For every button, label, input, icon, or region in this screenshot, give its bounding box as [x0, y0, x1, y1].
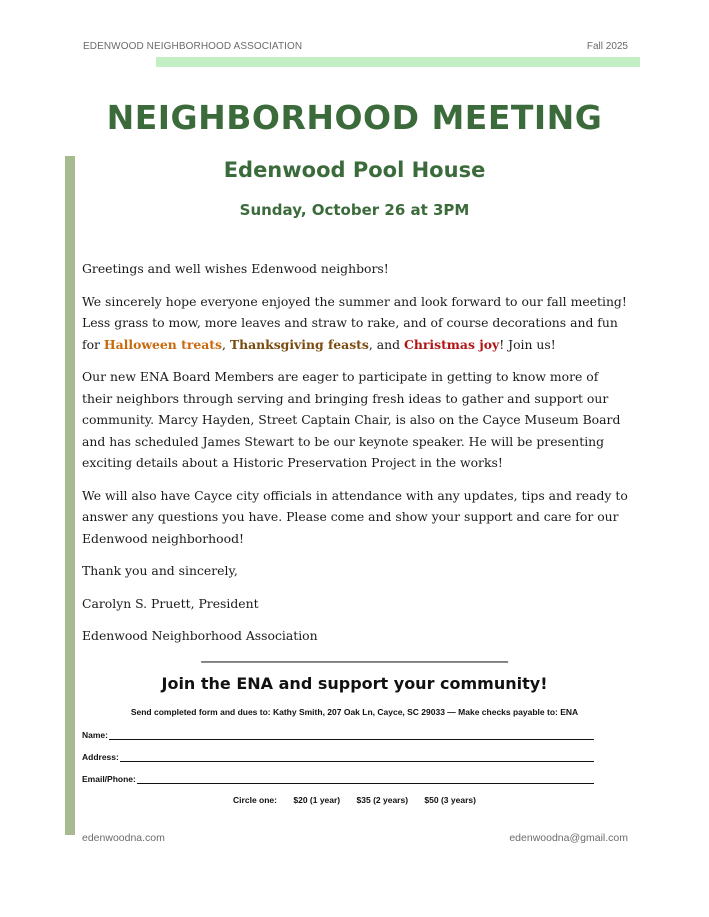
p1-comma: , [221, 336, 230, 352]
dues-option[interactable]: $20 (1 year) [293, 795, 341, 805]
footer-website: edenwoodna.com [82, 832, 165, 844]
thanksgiving-highlight: Thanksgiving feasts [229, 336, 369, 352]
p1-text: We sincerely hope everyone enjoyed the summer and look forward to our fall meeting! Less grass to mow, more leaves and straw to rake, and of course decorations and fun for [82, 293, 627, 352]
christmas-highlight: Christmas joy [404, 336, 500, 352]
meeting-date: Sunday, October 26 at 3PM [239, 201, 470, 219]
footer-email: edenwoodna@gmail.com [509, 832, 628, 844]
signer-org: Edenwood Neighborhood Association [82, 628, 318, 643]
side-accent-bar [65, 156, 75, 835]
halloween-highlight: Halloween treats [103, 336, 222, 352]
circle-one-label: Circle one: [233, 795, 277, 805]
email-phone-label: Email/Phone: [82, 774, 136, 784]
name-field[interactable] [82, 728, 594, 740]
paragraph-seasonal [82, 291, 632, 356]
cut-line-divider: __________________________________________ [201, 645, 508, 663]
header-season: Fall 2025 [586, 41, 628, 52]
form-instructions: Send completed form and dues to: Kathy Smith, 207 Oak Ln, Cayce, SC 29033 — Make checks payable to: ENA [130, 707, 579, 717]
p1-and: , and [368, 336, 404, 352]
email-phone-field[interactable] [82, 772, 594, 784]
p1-end: ! Join us! [499, 336, 556, 352]
email-phone-line[interactable] [137, 773, 594, 784]
signer: Carolyn S. Pruett, President [82, 595, 259, 611]
page-title: NEIGHBORHOOD MEETING [106, 98, 603, 137]
dues-option[interactable]: $50 (3 years) [424, 795, 476, 805]
closing: Thank you and sincerely, [82, 563, 238, 578]
dues-option[interactable]: $35 (2 years) [356, 795, 409, 805]
paragraph-board: Our new ENA Board Members are eager to participate in getting to know more of their neighbors through serving and bringing fresh ideas to gather and support our community. Marcy Hayden, Street Captain Chair, is also on the Cayce Museum Board and has scheduled James Stewart to be our keynote speaker. He will be presenting exciting details about a Historic Preservation Project in the works! [82, 369, 621, 470]
greeting: Greetings and well wishes Edenwood neighbors! [82, 261, 389, 276]
letter-body [82, 258, 632, 658]
name-label: Name: [82, 730, 108, 740]
meeting-location: Edenwood Pool House [223, 158, 486, 182]
address-field[interactable] [82, 750, 594, 762]
form-heading: Join the ENA and support your community! [161, 674, 548, 693]
header-org-name: EDENWOOD NEIGHBORHOOD ASSOCIATION [83, 41, 303, 52]
address-line[interactable] [120, 751, 594, 762]
dues-options [0, 795, 709, 805]
name-line[interactable] [109, 729, 594, 740]
paragraph-officials: We will also have Cayce city officials in attendance with any updates, tips and ready to answer any questions you have. Please come and show your support and care for our Edenwood neighborhood! [82, 487, 628, 546]
address-label: Address: [82, 752, 119, 762]
header-accent-bar [156, 57, 640, 67]
